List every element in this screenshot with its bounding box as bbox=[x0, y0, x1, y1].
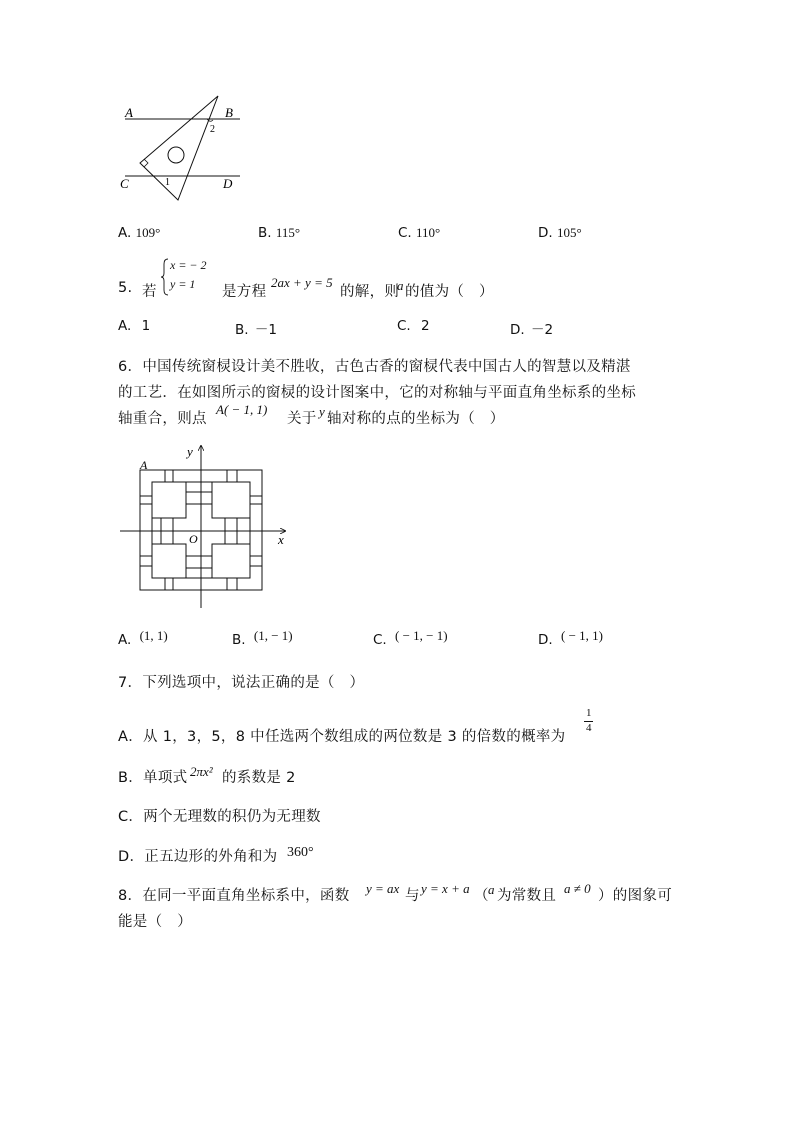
q5-option-d[interactable] bbox=[510, 318, 553, 338]
label-b: B bbox=[225, 105, 233, 120]
q6-line2: 的工艺．在如图所示的窗棂的设计图案中，它的对称轴与平面直角坐标系的坐标 bbox=[118, 385, 636, 401]
q6-option-a-value: (1, 1) bbox=[139, 628, 168, 643]
q4-geometry-figure bbox=[115, 90, 255, 205]
q8-cond: a ≠ 0 bbox=[564, 881, 591, 896]
q4-option-b[interactable] bbox=[258, 225, 300, 241]
q5-option-a-letter: A. bbox=[118, 318, 132, 334]
q4-option-d[interactable] bbox=[538, 225, 582, 241]
q5-system-line1: x = − 2 bbox=[170, 258, 207, 272]
square-bottom-left bbox=[152, 544, 186, 578]
q5-option-c-value: 2 bbox=[421, 318, 430, 334]
q5-option-b[interactable] bbox=[235, 318, 277, 338]
q5-option-d-letter: D. bbox=[510, 322, 525, 338]
q5-option-c[interactable] bbox=[397, 318, 430, 334]
q6-line3-c: 轴对称的点的坐标为（ ） bbox=[327, 411, 505, 427]
q6-option-d-letter: D. bbox=[538, 632, 553, 648]
q6-option-a-letter: A. bbox=[118, 632, 132, 648]
square-top-right bbox=[212, 482, 250, 518]
q5-system-brace bbox=[160, 258, 170, 296]
q4-option-b-letter: B. bbox=[258, 225, 272, 241]
label-y: y bbox=[187, 444, 193, 459]
square-bottom-right bbox=[212, 544, 250, 578]
q8-post: ）的图象可 bbox=[598, 888, 672, 904]
q5-option-b-value: －1 bbox=[254, 322, 277, 338]
q6-point: A( − 1, 1) bbox=[216, 402, 268, 417]
q7-frac-den: 4 bbox=[586, 722, 592, 734]
q4-option-a-value: 109° bbox=[135, 225, 161, 240]
label-2: 2 bbox=[210, 124, 215, 135]
q5-number: 5. bbox=[118, 280, 133, 296]
q6-option-c[interactable] bbox=[373, 628, 448, 648]
q5-text-before: 若 bbox=[142, 284, 157, 300]
q6-option-b-letter: B. bbox=[232, 632, 246, 648]
q4-option-b-value: 115° bbox=[275, 225, 301, 240]
q4-option-d-value: 105° bbox=[556, 225, 582, 240]
label-1: 1 bbox=[165, 177, 170, 188]
q4-option-d-letter: D. bbox=[538, 225, 553, 241]
q6-lattice-figure bbox=[115, 440, 295, 615]
q6-line3-a: 轴重合，则点 bbox=[118, 411, 207, 427]
q4-option-a[interactable] bbox=[118, 225, 160, 241]
q4-option-c-letter: C. bbox=[398, 225, 412, 241]
q7-option-a-text: A．从 1，3，5，8 中任选两个数组成的两位数是 3 的倍数的概率为 bbox=[118, 729, 566, 745]
q7-frac-num: 1 bbox=[586, 707, 592, 719]
q5-system-line2: y = 1 bbox=[170, 277, 196, 291]
q7-option-d-pre: D．正五边形的外角和为 bbox=[118, 849, 278, 865]
q7-option-b-math: 2πx² bbox=[190, 764, 213, 779]
q6-axis-var: y bbox=[319, 404, 325, 419]
label-a: A bbox=[140, 458, 148, 472]
q8-var: a bbox=[488, 882, 495, 897]
q5-equation: 2ax + y = 5 bbox=[271, 275, 333, 290]
q8-line2: 能是（ ） bbox=[118, 914, 192, 930]
q8-f1: y = ax bbox=[366, 881, 400, 896]
q6-option-d-value: ( − 1, 1) bbox=[560, 628, 603, 643]
q5-option-c-letter: C. bbox=[397, 318, 411, 334]
q7-option-b-pre: B．单项式 bbox=[118, 770, 188, 786]
q5-text-end: 的值为（ ） bbox=[405, 284, 494, 300]
label-c: C bbox=[120, 176, 129, 191]
q7-option-c[interactable]: C．两个无理数的积仍为无理数 bbox=[118, 809, 321, 825]
q6-option-d[interactable] bbox=[538, 628, 603, 648]
right-angle-mark bbox=[144, 159, 148, 167]
q7-stem: 7．下列选项中，说法正确的是（ ） bbox=[118, 675, 365, 691]
q6-option-c-value: ( − 1, − 1) bbox=[395, 628, 448, 643]
label-x: x bbox=[278, 532, 284, 547]
q4-option-c-value: 110° bbox=[416, 225, 441, 240]
q5-option-b-letter: B. bbox=[235, 322, 249, 338]
q8-f2: y = x + a bbox=[421, 881, 470, 896]
q8-pre: 8．在同一平面直角坐标系中，函数 bbox=[118, 888, 350, 904]
q5-option-d-value: －2 bbox=[530, 322, 554, 338]
q7-option-d-value: 360° bbox=[287, 845, 314, 860]
q6-line3-b: 关于 bbox=[287, 411, 317, 427]
q6-option-b[interactable] bbox=[232, 628, 293, 648]
q6-option-b-value: (1, − 1) bbox=[253, 628, 293, 643]
q8-paren-open: （ bbox=[474, 888, 489, 904]
q8-mid: 与 bbox=[405, 888, 420, 904]
q7-option-b-post: 的系数是 2 bbox=[222, 770, 296, 786]
triangle-hole bbox=[168, 147, 184, 163]
q6-option-c-letter: C. bbox=[373, 632, 387, 648]
label-o: O bbox=[189, 532, 198, 546]
q5-text-after: 的解，则 bbox=[340, 284, 400, 300]
q5-option-a[interactable] bbox=[118, 318, 150, 334]
label-d: D bbox=[223, 176, 233, 191]
q6-option-a[interactable] bbox=[118, 628, 168, 648]
q4-option-a-letter: A. bbox=[118, 225, 132, 241]
q4-option-c[interactable] bbox=[398, 225, 440, 241]
q5-var: a bbox=[397, 278, 404, 293]
q5-text-mid: 是方程 bbox=[222, 284, 267, 300]
q5-option-a-value: 1 bbox=[141, 318, 151, 334]
q8-cond-text: 为常数且 bbox=[497, 888, 557, 904]
square-top-left bbox=[152, 482, 186, 518]
label-a: A bbox=[125, 105, 133, 120]
q6-line1: 6．中国传统窗棂设计美不胜收，古色古香的窗棂代表中国古人的智慧以及精湛 bbox=[118, 359, 631, 375]
